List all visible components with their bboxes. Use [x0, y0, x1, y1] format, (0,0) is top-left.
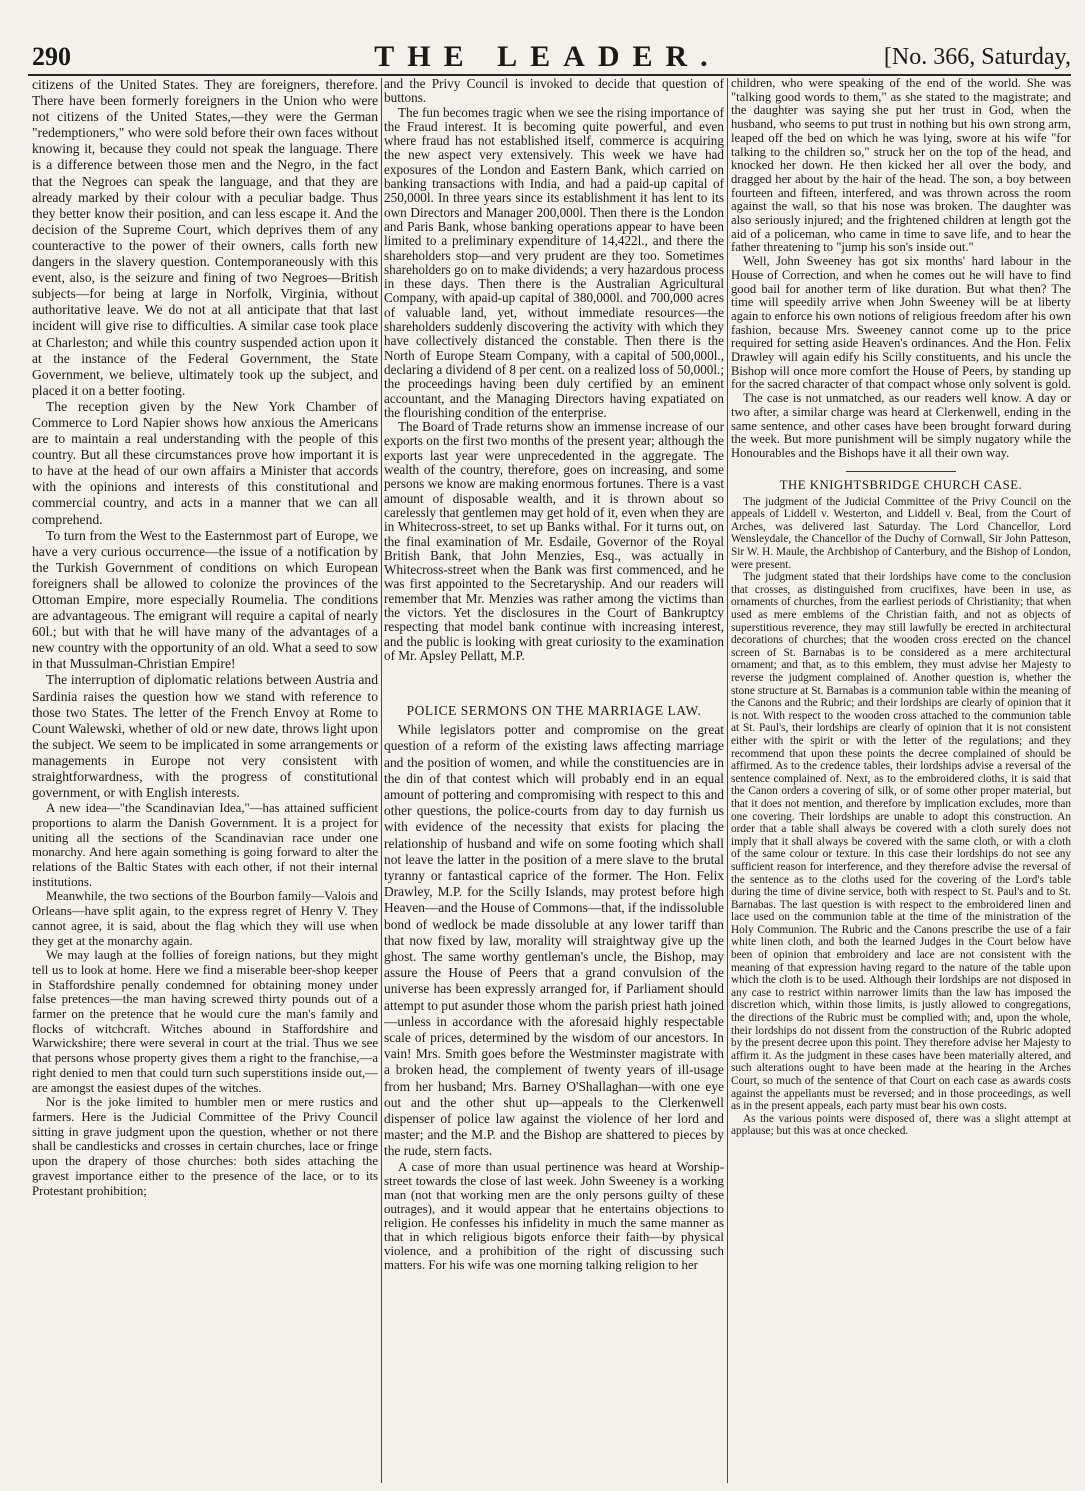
paragraph: citizens of the United States. They are foreigners, therefore. There have been formerly foreigners in the Union who were not citizens of the United States,—they were the German "redemptioners," who were sold before their own faces without knowing it, because they could not speak the language. There is a difference between those men and the Negro, in the fact that the Negroes can speak the language, and that they are already marked by their colour with a peculiar badge. Thus they better know their position, and can less escape it. And the decision of the Supreme Court, which deprives them of any counteractive to the power of their owners, calls forth new dangers in the slavery question. Contemporaneously with this event, also, is the seizure and fining of two Negroes—British subjects—for being at large in Norfolk, Virginia, without authoritative leave. We do not at all anticipate that that last incident will give rise to difficulties. A similar case took place at Charleston; and while this country suspended action upon it at the instance of the Federal Government, the State Government, we believe, ultimately took up the subject, and placed it on a better footing.: [32, 77, 378, 398]
paragraph: As the various points were disposed of, there was a slight attempt at applause; but this was at once checked.: [731, 1112, 1071, 1138]
article-heading: THE KNIGHTSBRIDGE CHURCH CASE.: [779, 477, 1023, 492]
paragraph: Nor is the joke limited to humbler men or mere rustics and farmers. Here is the Judicial Committee of the Privy Council sitting in grave judgment upon the question, whether or not there shall be candlesticks and crosses in certain churches, lace or fringe upon the drapery of those churches: both sides attaching the gravest importance either to the presence of the lace, or to its Protestant prohibition;: [32, 1095, 378, 1198]
issue-label: [No. 366, Saturday,: [883, 44, 1071, 70]
paragraph: Well, John Sweeney has got six months' hard labour in the House of Correction, and when he comes out he will have to find good bail for another term of like duration. But what then? The time will speedily arrive when John Sweeney will be at liberty again to enforce his own notions of religious freedom after his own fashion, because Mrs. Sweeney cannot come up to the price required for setting aside Heaven's ordinances. And the Hon. Felix Drawley will again edify his Scilly constituents, and his uncle the Bishop will once more comfort the House of Peers, by standing up for the sacred character of that compact whose only solvent is gold.: [731, 254, 1071, 392]
masthead-rule: [28, 74, 1071, 76]
section-divider: [846, 471, 956, 472]
masthead: [24, 38, 1071, 74]
page-number: 290: [32, 42, 71, 71]
paragraph: The case is not unmatched, as our readers well know. A day or two after, a similar charge was heard at Clerkenwell, ending in the same sentence, and other cases have been brought forward during the week. But more punishment will be simply nugatory while the Honourables and the Bishops have it all their own way.: [731, 391, 1071, 460]
column-divider: [381, 78, 382, 1483]
paragraph: A new idea—"the Scandinavian Idea,"—has attained sufficient proportions to alarm the Danish Government. It is a project for uniting all the sections of the Scandinavian race under one monarchy. And here again something is going forward to alter the relations of the Baltic States with each other, if not their internal institutions.: [32, 801, 378, 889]
paragraph: children, who were speaking of the end of the world. She was "talking good words to them," as she stated to the magistrate; and the daughter was saying she put her trust in God, when the husband, who seems to put trust in nothing but his own strong arm, leaped off the bed on which he was lying, swore at his wife "for talking to the children so," struck her on the top of the head, and knocked her down. He then kicked her all over the body, and dragged her about by the hair of the head. The son, a boy between fourteen and fifteen, interfered, and was thrown across the room against the wall, so that his nose was broken. The daughter was also seriously injured; and the frightened children at length got the aid of a policeman, who came in time to save life, and to hear the father threatening to "jump his son's inside out.": [731, 77, 1071, 255]
article-heading: POLICE SERMONS ON THE MARRIAGE LAW.: [406, 703, 702, 719]
paragraph: and the Privy Council is invoked to decide that question of buttons.: [384, 77, 724, 106]
paragraph: The judgment stated that their lordships have come to the conclusion that crosses, as distinguished from crucifixes, have been in use, as ornaments of churches, from the earliest periods of Christianity; that when used as mere emblems of the Christian faith, and not as objects of superstitious reverence, they may still lawfully be erected in architectural decorations of churches; that the wooden cross erected on the chancel screen of St. Barnabas is to be considered as a mere architectural ornament; and that, as to this emblem, they must advise her Majesty to reverse the judgment complained of. Another question is, whether the stone structure at St. Barnabas is a communion table within the meaning of the Canons and the Rubric; and their lordships are clearly of opinion that it is not. With respect to the wooden cross attached to the communion table at St. Paul's, their lordships are clearly of opinion that it is not consistent either with the spirit or with the letter of the regulations; and they recommend that upon these points the decree complained of should be affirmed. As to the credence tables, their lordships advise a reversal of the sentence complained of. Next, as to the embroidered cloths, it is said that the Canon orders a covering of silk, or of some other proper material, but that it does not mention, and therefore by implication excludes, more than one covering. Their lordships are unable to adopt this construction. An order that a table shall always be covered with a cloth surely does not imply that it shall always be covered with the same cloth, or with a cloth of the same colour or texture. In this case their lordships do not see any sufficient reason for interference, and they therefore advise the reversal of the sentence as to the cloths used for the covering of the Lord's table during the time of divine service, both with respect to St. Paul's and to St. Barnabas. The last question is with respect to the embroidered linen and lace used on the communion table at the time of the ministration of the Holy Communion. The Rubric and the Canons prescribe the use of a fair white linen cloth, and both the learned Judges in the Court below have been of opinion that embroidery and lace are not consistent with the meaning of that expression having regard to the nature of the table upon which the cloth is to be used. Although their lordships are not disposed in any case to restrict within narrower limits than the law has imposed the discretion which, within those limits, is justly allowed to congregations, the directions of the Rubric must be complied with; and, upon the whole, their lordships do not dissent from the construction of the Rubric adopted by the present decree upon this point. They therefore advise her Majesty to affirm it. As the judgment in these cases have been materially altered, and such alterations ought to have been made at the hearing in the Arches Court, so much of the sentence of that Court on each case as awards costs against the appellants must be reversed; and in those proceedings, as well as in the present appeals, each party must bear his own costs.: [731, 571, 1071, 1113]
paragraph: The reception given by the New York Chamber of Commerce to Lord Napier shows how anxious the Americans are to maintain a real understanding with the people of this country. But all these circumstances prove how important it is to have at the head of our own affairs a Minister that accords with the opinions and interests of this constitutional and commercial country, and acts in a manner that we can all comprehend.: [32, 398, 378, 527]
paragraph: The Board of Trade returns show an immense increase of our exports on the first two months of the present year; although the exports last year were unprecedented in the aggregate. The wealth of the country, therefore, goes on increasing, and some persons we know are making enormous fortunes. There is a vast amount of disposable wealth, and it is thrown about so carelessly that gentlemen may get hold of it, even when they are in Whitecross-street, to set up Banks withal. For it turns out, on the final examination of Mr. Esdaile, Governor of the Royal British Bank, that John Menzies, Esq., was actually in Whitecross-street when the Bank was first commenced, and he was first appointed to the Secretaryship. And our readers will remember that Mr. Menzies was rather among the victims than the victors. Yet the disclosures in the Court of Bankruptcy respecting that model bank continue with increasing interest, and the public is looking with great curiosity to the examination of Mr. Apsley Pellatt, M.P.: [384, 419, 724, 663]
column-3: [731, 77, 1071, 1483]
paragraph: Meanwhile, the two sections of the Bourbon family—Valois and Orleans—have split again, to the express regret of Henry V. They cannot agree, it is said, about the flag which they will use when they get at the monarchy again.: [32, 889, 378, 948]
paragraph: To turn from the West to the Easternmost part of Europe, we have a very curious occurrence—the issue of a notification by the Turkish Government of conditions on which European foreigners shall be allowed to colonize the provinces of the Ottoman Empire, more especially Roumelia. The conditions are advantageous. The emigrant will require a capital of nearly 60l.; but with that he will have many of the advantages of a new country with the opportunity of an old. What a seed to sow in that Mussulman-Christian Empire!: [32, 527, 378, 672]
newspaper-title: THE LEADER.: [374, 40, 721, 73]
paragraph: The fun becomes tragic when we see the rising importance of the Fraud interest. It is becoming quite powerful, and even where fraud has not established itself, commerce is acquiring the new aspect very extensively. This week we have had exposures of the London and Eastern Bank, which carried on banking transactions with India, and had a paid-up capital of 250,000l. In three years since its establishment it has lent to its own Directors and Manager 200,000l. Then there is the London and Paris Bank, whose banking operations appear to have been limited to a preliminary expenditure of 14,422l., and there the shareholders stop—and very prudent are they too. Sometimes shareholders go on to make dividends; a very hazardous process in these days. Then there is the Australian Agricultural Company, with apaid-up capital of 380,000l. and 700,000 acres of valuable land, yet, without immediate resources—the shareholders suddenly discovering the activity with which they have collectively distanced the constable. Then there is the North of Europe Steam Company, with a capital of 500,000l., declaring a dividend of 8 per cent. on a realized loss of 50,000l.; the proceedings having been duly certified by an eminent accountant, and the Managing Directors having expatiated on the flourishing condition of the enterprise.: [384, 104, 724, 420]
column-divider: [727, 78, 728, 1483]
column-2: [384, 77, 724, 1483]
paragraph: A case of more than usual pertinence was heard at Worship-street towards the close of last week. John Sweeney is a working man (not that working men are the only persons guilty of these outrages), and it would appear that he entertains objections to religion. He confesses his infidelity in much the same manner as that in which religious bigots enforce their faith—by physical violence, and a prohibition of the right of discussing such matters. For his wife was one morning talking religion to her: [384, 1159, 724, 1273]
paragraph: The judgment of the Judicial Committee of the Privy Council on the appeals of Liddell v. Westerton, and Liddell v. Beal, from the Court of Arches, was delivered last Saturday. The Lord Chancellor, Lord Wensleydale, the Chancellor of the Duchy of Cornwall, Sir John Patteson, Sir W. H. Maule, the Archbishop of Canterbury, and the Bishop of London, were present.: [731, 495, 1071, 571]
column-1: [32, 77, 378, 1483]
paragraph: While legislators potter and compromise on the great question of a reform of the existing laws affecting marriage and the position of women, and while the constituencies are in the din of that contest which will probably end in an equal amount of pottering and compromising with respect to this and other questions, the police-courts from day to day furnish us with evidence of the necessity that exists for placing the relationship of husband and wife on some footing which shall not leave the latter in the position of a mere slave to the brutal tyranny or fantastical caprice of the former. The Hon. Felix Drawley, M.P. for the Scilly Islands, may protest before high Heaven—and the House of Commons—that, if the indissoluble bond of wedlock be made dissoluble at any lower tariff than that now fixed by law, morality will straightway give up the ghost. The same worthy gentleman's uncle, the Bishop, may assure the House of Peers that a grand convulsion of the universe has been expressly arranged for, if Parliament should attempt to put asunder those whom the parish priest hath joined—unless in accordance with the aforesaid highly respectable scale of prices, determined by the wisdom of our ancestors. In vain! Mrs. Smith goes before the Westminster magistrate with a broken head, the complement of twenty years of ill-usage from her husband; Mrs. Barney O'Shallaghan—with one eye out and the other shut up—appeals to the Clerkenwell dispenser of police law against the violence of her lord and master; and the M.P. and the Bishop are shattered to pieces by the rude, stern facts.: [384, 722, 724, 1159]
paragraph: We may laugh at the follies of foreign nations, but they might tell us to look at home. Here we find a miserable beer-shop keeper in Staffordshire penally condemned for obtaining money under false pretences—the man having screwed thirty pounds out of a farmer on the pretence that he would cure the man's family and flocks of witchcraft. Witches abound in Staffordshire and Warwickshire; there were several in court at the trial. Thus we see that persons whose property gives them a right to the franchise,—a right denied to men that could turn such superstitions inside out,—are amongst the easiest dupes of the witches.: [32, 948, 378, 1095]
paragraph: The interruption of diplomatic relations between Austria and Sardinia raises the question how we stand with reference to those two States. The letter of the French Envoy at Rome to Count Walewski, whether of old or new date, throws light upon the subject. We seem to be implicated in some arrangements or managements in Europe not very consistent with straightforwardness, with the progress of constitutional government, or with English interests.: [32, 672, 378, 801]
